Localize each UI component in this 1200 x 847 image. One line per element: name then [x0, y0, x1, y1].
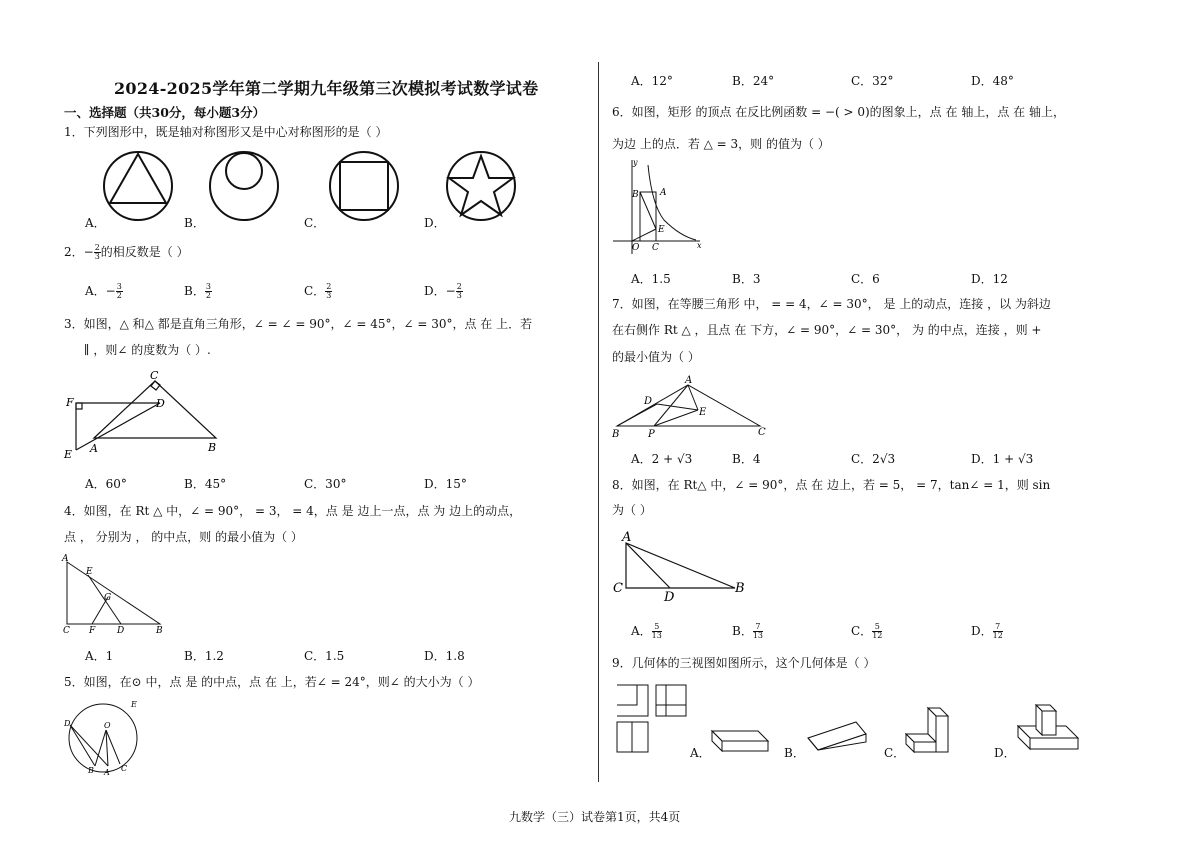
q6-label-a: A — [660, 188, 667, 198]
q4-line2: 点 ， 分别为 ， 的中点，则 的最小值为（ ） — [64, 530, 303, 544]
q5-option-a[interactable]: A．12° — [631, 74, 673, 88]
q3-line1: 3．如图，△ 和△ 都是直角三角形，∠ = ∠ = 90°，∠ = 45°，∠ = 30°，点 在 上．若 — [64, 317, 533, 331]
q6-label-e: E — [658, 225, 665, 235]
q6-option-a[interactable]: A．1.5 — [631, 272, 671, 286]
q4-label-b: B — [156, 626, 163, 636]
q2-stem-suffix: 的相反数是（ ） — [100, 245, 189, 259]
q8-line2: 为（ ） — [612, 503, 652, 517]
q5-label-d: D — [64, 719, 71, 728]
q2-opt-a-den: 2 — [116, 291, 122, 300]
q4-label-a: A — [62, 554, 69, 564]
q7-label-c: C — [758, 427, 766, 438]
q2-opt-b-label: B． — [184, 284, 205, 298]
q2-opt-d-den: 3 — [456, 291, 462, 300]
q3-label-c: C — [150, 369, 159, 382]
q4-label-g: G — [104, 593, 112, 603]
q7-line3: 的最小值为（ ） — [612, 350, 700, 364]
q5-option-b[interactable]: B．24° — [732, 74, 775, 88]
q2-opt-a-num: 3 — [116, 282, 122, 291]
q8-opt-a-label: A． — [631, 624, 652, 638]
q1-option-c[interactable]: C． — [304, 216, 326, 230]
q2-opt-a-label: A．− — [85, 284, 116, 298]
q9-solid-d — [1018, 705, 1078, 749]
q4-label-d: D — [117, 626, 125, 636]
q4-line1: 4．如图，在 Rt △ 中，∠ = 90°， = 3， = 4，点 是 边上一点，点 为 边上的动点， — [64, 504, 522, 518]
q1-option-b[interactable]: B． — [184, 216, 205, 230]
q2-opt-c-label: C． — [304, 284, 326, 298]
page-footer: 九数学（三）试卷第1页，共4页 — [509, 810, 681, 824]
q7-option-b[interactable]: B．4 — [732, 452, 761, 466]
q6-label-y: y — [633, 158, 638, 167]
q7-line2: 在右侧作 Rt △ ，且点 在 下方，∠ = 90°，∠ = 30°， 为 的中点，连接 ，则 + — [612, 323, 1042, 337]
q8-opt-d-num: 7 — [993, 623, 1003, 632]
q9-option-c[interactable]: C． — [884, 746, 906, 760]
q1-stem: 1．下列图形中，既是轴对称图形又是中心对称图形的是（ ） — [64, 125, 388, 139]
q5-option-c[interactable]: C．32° — [851, 74, 894, 88]
q7-label-p: P — [648, 429, 655, 440]
q2-frac-den: 3 — [94, 252, 100, 261]
q7-option-d[interactable]: D．1 + √3 — [971, 452, 1034, 466]
q3-label-a: A — [90, 442, 98, 455]
section-heading: 一、选择题（共30分，每小题3分） — [64, 105, 266, 120]
q2-opt-b-num: 3 — [205, 282, 211, 291]
q4-label-f: F — [89, 626, 96, 636]
q7-line1: 7．如图，在等腰三角形 中， = = 4，∠ = 30°， 是 上的动点，连接 ，以 为斜边 — [612, 297, 1051, 311]
q3-option-c[interactable]: C．30° — [304, 477, 347, 491]
q8-opt-d-den: 12 — [992, 631, 1003, 640]
q6-option-d[interactable]: D．12 — [971, 272, 1008, 286]
q5-label-a: A — [104, 768, 110, 777]
q8-opt-a-num: 5 — [652, 623, 662, 632]
q9-solid-b — [808, 722, 866, 750]
q3-label-b: B — [208, 441, 217, 454]
q2-frac-num: 2 — [94, 243, 100, 252]
q9-option-b[interactable]: B． — [784, 746, 805, 760]
q6-line2: 为边 上的点．若 △ = 3，则 的值为（ ） — [612, 137, 830, 151]
q7-label-b: B — [612, 429, 620, 440]
q8-opt-d-label: D． — [971, 624, 993, 638]
q2-opt-d-num: 2 — [456, 282, 462, 291]
q3-label-d: D — [156, 397, 165, 410]
q3-label-f: F — [66, 396, 74, 409]
q7-label-a: A — [685, 375, 693, 386]
q8-label-b: B — [735, 581, 745, 596]
q5-label-e: E — [131, 700, 137, 709]
q4-option-d[interactable]: D．1.8 — [424, 649, 465, 663]
q4-option-a[interactable]: A．1 — [85, 649, 114, 663]
q8-opt-b-label: B． — [732, 624, 753, 638]
q8-opt-c-num: 5 — [872, 623, 882, 632]
q7-label-d: D — [644, 396, 653, 407]
q5-label-c: C — [121, 764, 128, 773]
q4-label-e: E — [86, 567, 93, 577]
page-title: 2024-2025学年第二学期九年级第三次模拟考试数学试卷 — [114, 79, 539, 98]
q8-opt-b-num: 7 — [753, 623, 763, 632]
q6-label-o: O — [632, 243, 640, 253]
q9-option-d[interactable]: D． — [994, 746, 1016, 760]
q1-option-a[interactable]: A． — [85, 216, 106, 230]
q8-label-d: D — [664, 590, 675, 605]
q9-solid-c — [906, 708, 948, 752]
q7-option-a[interactable]: A．2 + √3 — [631, 452, 693, 466]
q2-stem-prefix: 2．− — [64, 245, 94, 259]
q2-opt-c-num: 2 — [326, 282, 332, 291]
q6-option-b[interactable]: B．3 — [732, 272, 761, 286]
q9-solid-a — [712, 731, 768, 751]
q4-option-c[interactable]: C．1.5 — [304, 649, 345, 663]
q7-label-e: E — [699, 407, 707, 418]
q8-opt-a-den: 13 — [651, 631, 662, 640]
q3-option-d[interactable]: D．15° — [424, 477, 467, 491]
q9-option-a[interactable]: A． — [690, 746, 711, 760]
q5-label-o: O — [104, 721, 111, 730]
q9-stem: 9．几何体的三视图如图所示，这个几何体是（ ） — [612, 656, 876, 670]
q5-option-d[interactable]: D．48° — [971, 74, 1014, 88]
q4-option-b[interactable]: B．1.2 — [184, 649, 224, 663]
q3-option-a[interactable]: A．60° — [85, 477, 127, 491]
q2-opt-c-den: 3 — [326, 291, 332, 300]
q7-option-c[interactable]: C．2√3 — [851, 452, 896, 466]
q8-label-c: C — [613, 581, 623, 596]
q3-line2: ∥ ，则∠ 的度数为（ ）. — [84, 343, 211, 357]
q8-opt-c-label: C． — [851, 624, 873, 638]
q6-label-c: C — [652, 243, 659, 253]
q8-opt-b-den: 13 — [752, 631, 764, 640]
q2-opt-d-label: D．− — [424, 284, 456, 298]
q5-line1: 5．如图，在⊙ 中，点 是 的中点，点 在 上，若∠ = 24°，则∠ 的大小为（ ） — [64, 675, 480, 689]
q1-option-d[interactable]: D． — [424, 216, 446, 230]
q8-label-a: A — [622, 530, 632, 545]
q6-label-b: B — [632, 190, 639, 200]
q2-opt-b-den: 2 — [205, 291, 211, 300]
q6-label-x: x — [697, 241, 702, 250]
q8-line1: 8．如图，在 Rt△ 中，∠ = 90°，点 在 边上，若 = 5， = 7，tan∠ = 1，则 sin — [612, 478, 1051, 492]
q3-label-e: E — [64, 448, 73, 461]
q6-line1: 6．如图，矩形 的顶点 在反比例函数 = −( > 0)的图象上，点 在 轴上，点 在 轴上， — [612, 105, 1065, 119]
q5-label-b: B — [88, 766, 94, 775]
q9-three-views — [617, 685, 686, 752]
q4-label-c: C — [63, 626, 70, 636]
q3-option-b[interactable]: B．45° — [184, 477, 227, 491]
q6-option-c[interactable]: C．6 — [851, 272, 880, 286]
q8-opt-c-den: 12 — [872, 631, 883, 640]
